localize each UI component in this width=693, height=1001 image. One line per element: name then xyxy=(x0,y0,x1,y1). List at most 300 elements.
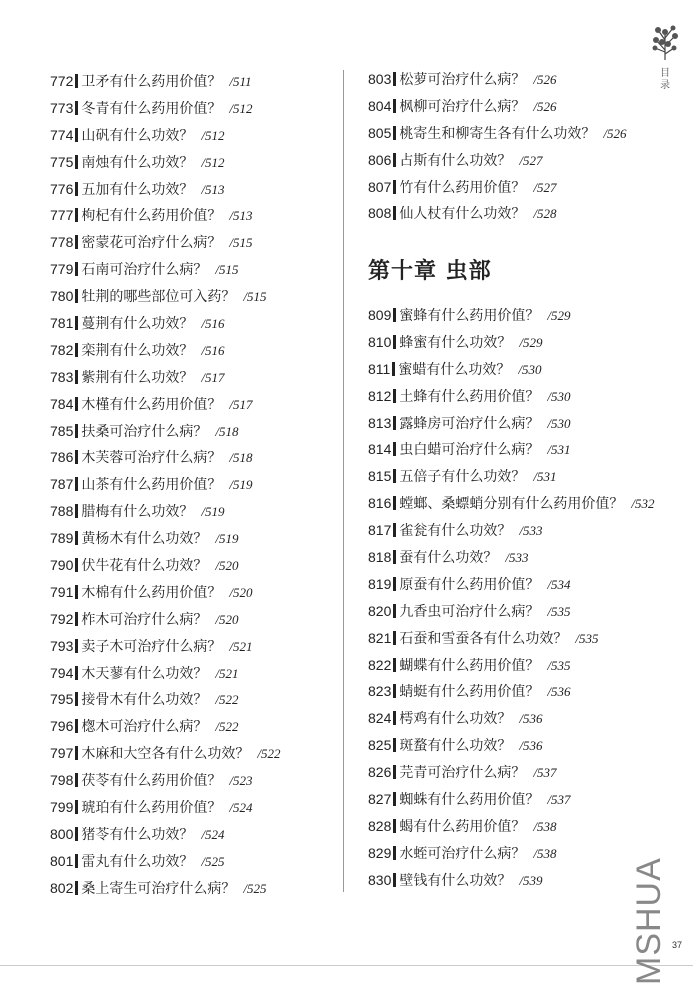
entry-page: /536 xyxy=(547,684,571,700)
entry-page: /535 xyxy=(547,657,571,673)
entry-separator xyxy=(393,873,396,887)
entry-title: 猪苓有什么功效？ xyxy=(81,826,194,843)
toc-entry[interactable] xyxy=(368,678,654,705)
toc-entry[interactable] xyxy=(50,794,280,821)
entry-separator xyxy=(393,631,396,645)
entry-number: 801 xyxy=(50,852,74,869)
entry-title: 黄杨木有什么功效？ xyxy=(81,531,208,548)
entry-separator xyxy=(75,585,78,599)
entry-title: 腊梅有什么功效？ xyxy=(81,504,194,521)
toc-entry[interactable] xyxy=(368,517,654,544)
entry-separator xyxy=(75,208,78,222)
entry-separator xyxy=(75,746,78,760)
toc-entry[interactable] xyxy=(50,740,280,767)
entry-number: 781 xyxy=(50,315,74,332)
entry-page: /538 xyxy=(533,818,557,834)
entry-separator xyxy=(393,153,396,167)
entry-separator xyxy=(75,666,78,680)
entry-number: 778 xyxy=(50,234,74,251)
entry-number: 811 xyxy=(368,360,391,377)
entry-number: 784 xyxy=(50,395,74,412)
entry-page: /511 xyxy=(229,74,252,89)
entry-page: /531 xyxy=(547,442,571,458)
plant-icon xyxy=(648,22,682,62)
entry-separator xyxy=(393,206,396,220)
entry-page: /533 xyxy=(505,550,529,566)
entry-number: 819 xyxy=(368,575,392,592)
entry-separator xyxy=(393,335,396,349)
entry-separator xyxy=(75,235,78,249)
toc-entry[interactable] xyxy=(50,525,280,552)
toc-entry[interactable] xyxy=(368,786,654,813)
entry-page: /537 xyxy=(533,765,557,781)
entry-title: 芫青可治疗什么病？ xyxy=(399,765,526,782)
entry-title: 山茶有什么药用价值？ xyxy=(81,477,222,494)
entry-separator xyxy=(75,800,78,814)
entry-separator xyxy=(393,792,396,806)
entry-page: /519 xyxy=(229,477,253,493)
entry-separator xyxy=(75,343,78,357)
entry-separator xyxy=(393,765,396,779)
entry-number: 791 xyxy=(50,583,74,600)
entry-page: /526 xyxy=(533,72,557,87)
entry-separator xyxy=(75,424,78,438)
toc-entry[interactable] xyxy=(50,498,280,525)
entry-separator xyxy=(393,819,396,833)
toc-entry[interactable] xyxy=(50,848,280,875)
entry-title: 木天蓼有什么功效？ xyxy=(81,665,208,682)
entry-page: /520 xyxy=(215,558,239,574)
toc-entry[interactable] xyxy=(368,840,654,867)
entry-number: 800 xyxy=(50,825,74,842)
toc-entry[interactable] xyxy=(50,686,280,713)
entry-separator xyxy=(75,74,78,88)
entry-number: 794 xyxy=(50,664,74,681)
toc-entry[interactable] xyxy=(50,149,280,176)
toc-entry[interactable] xyxy=(368,705,654,732)
entry-number: 795 xyxy=(50,691,74,708)
entry-separator xyxy=(75,262,78,276)
entry-title: 樗鸡有什么功效？ xyxy=(399,711,512,728)
entry-title: 五加有什么功效？ xyxy=(81,181,194,198)
entry-number: 788 xyxy=(50,503,74,520)
entry-separator xyxy=(393,469,396,483)
entry-separator xyxy=(393,604,396,618)
toc-entry[interactable] xyxy=(368,867,654,894)
entry-number: 773 xyxy=(50,99,74,116)
entry-separator xyxy=(75,827,78,841)
toc-entry[interactable] xyxy=(368,93,626,120)
entry-page: /535 xyxy=(547,603,571,619)
entry-number: 772 xyxy=(50,73,74,89)
toc-entry[interactable] xyxy=(368,759,654,786)
entry-title: 枸杞有什么药用价值？ xyxy=(81,208,222,225)
toc-entry[interactable] xyxy=(50,364,280,391)
entry-number: 828 xyxy=(368,817,392,834)
entry-separator xyxy=(393,416,396,430)
entry-number: 813 xyxy=(368,414,392,431)
entry-number: 790 xyxy=(50,557,74,574)
entry-separator xyxy=(393,684,396,698)
watermark: MSHUA xyxy=(630,857,668,985)
toc-entry[interactable] xyxy=(50,660,280,687)
toc-right-column-top xyxy=(368,66,626,227)
entry-number: 777 xyxy=(50,207,74,224)
entry-title: 冬青有什么药用价值？ xyxy=(81,100,222,117)
entry-page: /513 xyxy=(201,181,225,197)
entry-separator xyxy=(75,450,78,464)
entry-title: 蔓荆有什么功效？ xyxy=(81,316,194,333)
entry-title: 露蜂房可治疗什么病？ xyxy=(399,415,540,432)
entry-number: 803 xyxy=(368,71,392,87)
entry-separator xyxy=(393,72,396,86)
entry-separator xyxy=(75,101,78,115)
toc-entry[interactable] xyxy=(368,544,654,571)
entry-title: 茯苓有什么药用价值？ xyxy=(81,773,222,790)
entry-title: 南烛有什么功效？ xyxy=(81,154,194,171)
toc-entry[interactable] xyxy=(50,633,280,660)
entry-number: 802 xyxy=(50,879,74,896)
entry-number: 797 xyxy=(50,745,74,762)
entry-separator xyxy=(393,711,396,725)
entry-separator xyxy=(75,289,78,303)
entry-title: 密蒙花可治疗什么病？ xyxy=(81,235,222,252)
entry-page: /522 xyxy=(257,746,281,762)
entry-number: 774 xyxy=(50,126,74,143)
entry-title: 土蜂有什么药用价值？ xyxy=(399,388,540,405)
toc-entry[interactable] xyxy=(50,391,280,418)
entry-number: 812 xyxy=(368,387,392,404)
entry-title: 斑蝥有什么功效？ xyxy=(399,738,512,755)
entry-page: /527 xyxy=(533,179,557,195)
entry-page: /538 xyxy=(533,845,557,861)
entry-page: /526 xyxy=(603,125,627,141)
toc-left-column xyxy=(50,68,280,902)
entry-title: 石蚕和雪蚕各有什么功效？ xyxy=(399,630,568,647)
entry-number: 782 xyxy=(50,341,74,358)
entry-separator xyxy=(75,854,78,868)
entry-number: 824 xyxy=(368,710,392,727)
toc-entry[interactable] xyxy=(368,813,654,840)
entry-title: 琥珀有什么药用价值？ xyxy=(81,800,222,817)
toc-entry[interactable] xyxy=(50,256,280,283)
entry-number: 821 xyxy=(368,629,392,646)
entry-title: 桃寄生和柳寄生各有什么功效？ xyxy=(399,125,596,142)
entry-title: 石南可治疗什么病？ xyxy=(81,262,208,279)
entry-separator xyxy=(75,316,78,330)
toc-entry[interactable] xyxy=(50,68,280,95)
entry-page: /519 xyxy=(201,504,225,520)
entry-separator xyxy=(393,846,396,860)
toc-entry[interactable] xyxy=(50,229,280,256)
chapter-heading: 第十章 虫部 xyxy=(368,258,492,284)
entry-number: 809 xyxy=(368,307,392,323)
entry-title: 五倍子有什么功效？ xyxy=(399,469,526,486)
entry-number: 817 xyxy=(368,522,392,539)
page-number: 37 xyxy=(672,940,683,950)
entry-title: 木棉有什么药用价值？ xyxy=(81,584,222,601)
entry-separator xyxy=(393,496,396,510)
entry-page: /524 xyxy=(201,826,225,842)
entry-page: /530 xyxy=(518,361,542,377)
entry-page: /535 xyxy=(575,630,599,646)
entry-title: 雷丸有什么功效？ xyxy=(81,853,194,870)
toc-entry[interactable] xyxy=(368,571,654,598)
toc-entry[interactable] xyxy=(50,713,280,740)
entry-number: 805 xyxy=(368,124,392,141)
entry-page: /518 xyxy=(229,450,253,466)
entry-title: 水蛭可治疗什么病？ xyxy=(399,845,526,862)
entry-page: /533 xyxy=(519,523,543,539)
toc-entry[interactable] xyxy=(50,337,280,364)
entry-separator xyxy=(75,719,78,733)
section-sidebar xyxy=(645,22,685,92)
entry-number: 799 xyxy=(50,799,74,816)
entry-page: /520 xyxy=(229,584,253,600)
entry-separator xyxy=(75,639,78,653)
entry-page: /524 xyxy=(229,800,253,816)
entry-number: 823 xyxy=(368,683,392,700)
entry-separator xyxy=(393,126,396,140)
toc-entry[interactable] xyxy=(50,444,280,471)
toc-entry[interactable] xyxy=(368,302,654,329)
entry-number: 806 xyxy=(368,151,392,168)
entry-page: /512 xyxy=(201,127,225,143)
entry-page: /522 xyxy=(215,692,239,708)
entry-page: /536 xyxy=(519,738,543,754)
entry-title: 松萝可治疗什么病？ xyxy=(399,72,526,88)
entry-number: 818 xyxy=(368,549,392,566)
entry-page: /517 xyxy=(229,396,253,412)
entry-number: 816 xyxy=(368,495,392,512)
entry-title: 九香虫可治疗什么病？ xyxy=(399,603,540,620)
entry-number: 810 xyxy=(368,333,392,350)
entry-title: 仙人杖有什么功效？ xyxy=(399,206,526,223)
toc-entry[interactable] xyxy=(50,283,280,310)
toc-entry[interactable] xyxy=(50,579,280,606)
entry-page: /525 xyxy=(201,853,225,869)
entry-separator xyxy=(75,773,78,787)
toc-entry[interactable] xyxy=(368,120,626,147)
entry-page: /532 xyxy=(631,496,655,512)
entry-separator xyxy=(393,577,396,591)
entry-title: 蚕有什么功效？ xyxy=(399,550,498,567)
entry-separator xyxy=(75,155,78,169)
entry-title: 伏牛花有什么功效？ xyxy=(81,558,208,575)
entry-page: /516 xyxy=(201,316,225,332)
entry-number: 786 xyxy=(50,449,74,466)
entry-title: 蜂蜜有什么功效？ xyxy=(399,334,512,351)
entry-page: /529 xyxy=(519,334,543,350)
entry-separator xyxy=(75,531,78,545)
entry-title: 虫白蜡可治疗什么病？ xyxy=(399,442,540,459)
entry-page: /526 xyxy=(533,98,557,114)
entry-number: 780 xyxy=(50,288,74,305)
entry-number: 798 xyxy=(50,772,74,789)
entry-separator xyxy=(75,182,78,196)
toc-entry[interactable] xyxy=(368,463,654,490)
entry-number: 822 xyxy=(368,656,392,673)
toc-entry[interactable] xyxy=(368,147,626,174)
entry-title: 蜘蛛有什么药用价值？ xyxy=(399,792,540,809)
toc-entry[interactable] xyxy=(368,490,654,517)
entry-page: /518 xyxy=(215,423,239,439)
entry-number: 815 xyxy=(368,468,392,485)
entry-page: /515 xyxy=(229,235,253,251)
entry-page: /527 xyxy=(519,152,543,168)
entry-title: 木芙蓉可治疗什么病？ xyxy=(81,450,222,467)
toc-entry[interactable] xyxy=(368,436,654,463)
section-label: 目录 xyxy=(660,68,670,91)
entry-title: 木麻和大空各有什么功效？ xyxy=(81,746,250,763)
toc-entry[interactable] xyxy=(50,821,280,848)
entry-separator xyxy=(393,99,396,113)
entry-title: 卖子木可治疗什么病？ xyxy=(81,638,222,655)
toc-entry[interactable] xyxy=(50,875,280,902)
entry-title: 原蚕有什么药用价值？ xyxy=(399,576,540,593)
entry-page: /534 xyxy=(547,576,571,592)
entry-number: 776 xyxy=(50,180,74,197)
entry-page: /512 xyxy=(201,154,225,170)
entry-title: 蜜蜡有什么功效？ xyxy=(398,361,511,378)
entry-title: 蜻蜓有什么药用价值？ xyxy=(399,684,540,701)
entry-separator xyxy=(75,477,78,491)
entry-title: 枫柳可治疗什么病？ xyxy=(399,98,526,115)
entry-separator xyxy=(392,362,395,376)
entry-title: 木槿有什么药用价值？ xyxy=(81,396,222,413)
entry-number: 814 xyxy=(368,441,392,458)
entry-number: 825 xyxy=(368,737,392,754)
toc-entry[interactable] xyxy=(50,202,280,229)
toc-entry[interactable] xyxy=(368,652,654,679)
entry-title: 桑上寄生可治疗什么病？ xyxy=(81,880,236,897)
toc-entry[interactable] xyxy=(368,174,626,201)
entry-page: /528 xyxy=(533,206,557,222)
entry-title: 紫荆有什么功效？ xyxy=(81,369,194,386)
entry-number: 793 xyxy=(50,637,74,654)
entry-separator xyxy=(393,658,396,672)
entry-title: 柞木可治疗什么病？ xyxy=(81,611,208,628)
toc-entry[interactable] xyxy=(368,732,654,759)
entry-title: 竹有什么药用价值？ xyxy=(399,179,526,196)
toc-entry[interactable] xyxy=(368,383,654,410)
entry-number: 808 xyxy=(368,205,392,222)
entry-separator xyxy=(393,738,396,752)
toc-entry[interactable] xyxy=(368,625,654,652)
entry-title: 蝎有什么药用价值？ xyxy=(399,818,526,835)
entry-number: 789 xyxy=(50,530,74,547)
entry-page: /530 xyxy=(547,415,571,431)
entry-page: /525 xyxy=(243,880,267,896)
entry-page: /539 xyxy=(519,872,543,888)
toc-entry[interactable] xyxy=(368,598,654,625)
entry-title: 占斯有什么功效？ xyxy=(399,152,512,169)
entry-page: /523 xyxy=(229,773,253,789)
entry-separator xyxy=(393,442,396,456)
entry-separator xyxy=(75,612,78,626)
toc-entry[interactable] xyxy=(368,410,654,437)
entry-page: /512 xyxy=(229,100,253,116)
entry-page: /521 xyxy=(229,638,253,654)
entry-page: /529 xyxy=(547,308,571,323)
toc-entry[interactable] xyxy=(368,329,654,356)
entry-title: 牡荆的哪些部位可入药？ xyxy=(81,289,236,306)
entry-title: 螳螂、桑螵蛸分别有什么药用价值？ xyxy=(399,496,624,513)
entry-page: /520 xyxy=(215,611,239,627)
entry-number: 826 xyxy=(368,764,392,781)
entry-page: /513 xyxy=(229,208,253,224)
entry-separator xyxy=(75,370,78,384)
toc-entry[interactable] xyxy=(50,471,280,498)
entry-page: /515 xyxy=(243,289,267,305)
entry-page: /517 xyxy=(201,369,225,385)
toc-entry[interactable] xyxy=(50,606,280,633)
column-divider xyxy=(343,70,344,892)
entry-page: /519 xyxy=(215,531,239,547)
entry-title: 山矾有什么功效？ xyxy=(81,127,194,144)
toc-entry[interactable] xyxy=(50,95,280,122)
entry-title: 接骨木有什么功效？ xyxy=(81,692,208,709)
entry-separator xyxy=(393,523,396,537)
entry-page: /516 xyxy=(201,342,225,358)
entry-number: 779 xyxy=(50,261,74,278)
entry-number: 830 xyxy=(368,871,392,888)
toc-entry[interactable] xyxy=(50,310,280,337)
entry-number: 796 xyxy=(50,718,74,735)
entry-page: /515 xyxy=(215,262,239,278)
toc-entry[interactable] xyxy=(368,66,626,93)
entry-number: 785 xyxy=(50,422,74,439)
entry-number: 804 xyxy=(368,97,392,114)
entry-separator xyxy=(393,389,396,403)
toc-entry[interactable] xyxy=(50,418,280,445)
toc-entry[interactable] xyxy=(50,122,280,149)
toc-right-column-bottom xyxy=(368,302,654,894)
entry-title: 楤木可治疗什么病？ xyxy=(81,719,208,736)
entry-title: 栾荆有什么功效？ xyxy=(81,342,194,359)
entry-separator xyxy=(393,308,396,322)
toc-entry[interactable] xyxy=(368,200,626,227)
entry-title: 蜜蜂有什么药用价值？ xyxy=(399,308,540,324)
entry-title: 扶桑可治疗什么病？ xyxy=(81,423,208,440)
entry-number: 775 xyxy=(50,153,74,170)
entry-title: 壁钱有什么功效？ xyxy=(399,872,512,889)
entry-separator xyxy=(393,180,396,194)
entry-number: 807 xyxy=(368,178,392,195)
entry-separator xyxy=(75,558,78,572)
toc-entry[interactable] xyxy=(50,176,280,203)
toc-entry[interactable] xyxy=(368,356,654,383)
toc-entry[interactable] xyxy=(50,552,280,579)
entry-page: /536 xyxy=(519,711,543,727)
entry-title: 雀瓮有什么功效？ xyxy=(399,523,512,540)
toc-entry[interactable] xyxy=(50,767,280,794)
entry-number: 792 xyxy=(50,610,74,627)
footer-rule xyxy=(0,965,693,966)
entry-page: /537 xyxy=(547,792,571,808)
entry-number: 783 xyxy=(50,368,74,385)
entry-title: 蝴蝶有什么药用价值？ xyxy=(399,657,540,674)
entry-number: 829 xyxy=(368,844,392,861)
entry-number: 827 xyxy=(368,791,392,808)
entry-separator xyxy=(393,550,396,564)
entry-separator xyxy=(75,397,78,411)
entry-separator xyxy=(75,881,78,895)
entry-page: /530 xyxy=(547,388,571,404)
entry-separator xyxy=(75,128,78,142)
entry-separator xyxy=(75,692,78,706)
entry-page: /521 xyxy=(215,665,239,681)
